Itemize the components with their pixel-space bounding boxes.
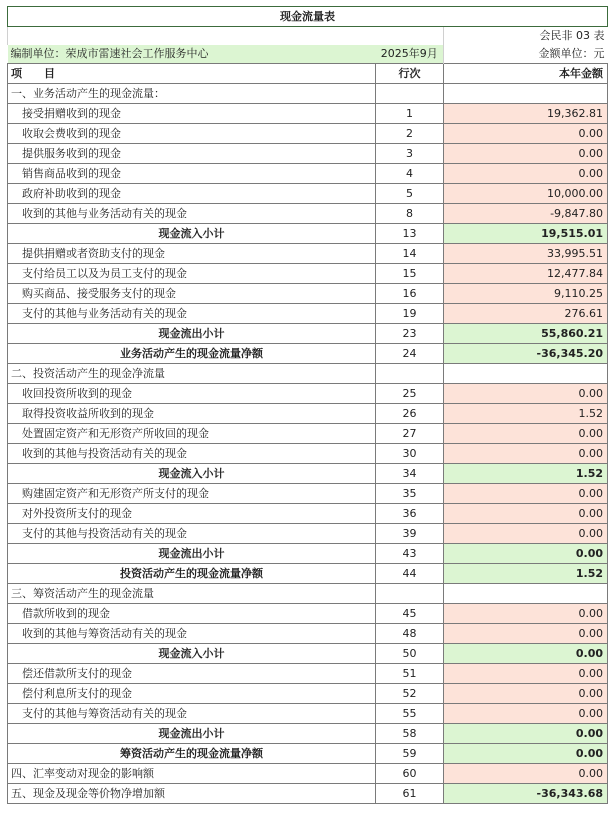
row-amount: 0.00 — [444, 744, 608, 764]
row-name: 处置固定资产和无形资产所收回的现金 — [8, 424, 376, 444]
row-line-no: 16 — [376, 284, 444, 304]
row-amount: 0.00 — [444, 544, 608, 564]
row-amount: 0.00 — [444, 764, 608, 784]
table-row — [8, 764, 608, 784]
row-amount: 0.00 — [444, 684, 608, 704]
row-name: 现金流出小计 — [8, 724, 376, 744]
table-row — [8, 424, 608, 444]
row-line-no: 27 — [376, 424, 444, 444]
row-name: 支付的其他与筹资活动有关的现金 — [8, 704, 376, 724]
form-code-row — [8, 27, 608, 46]
row-line-no: 44 — [376, 564, 444, 584]
row-amount — [444, 364, 608, 384]
table-row — [8, 404, 608, 424]
table-row — [8, 524, 608, 544]
table-row — [8, 284, 608, 304]
row-line-no: 45 — [376, 604, 444, 624]
row-amount: 0.00 — [444, 444, 608, 464]
row-name: 支付的其他与投资活动有关的现金 — [8, 524, 376, 544]
table-row — [8, 664, 608, 684]
table-row — [8, 784, 608, 804]
row-name: 购建固定资产和无形资产所支付的现金 — [8, 484, 376, 504]
row-amount: 0.00 — [444, 624, 608, 644]
row-name: 取得投资收益所收到的现金 — [8, 404, 376, 424]
row-amount: -36,343.68 — [444, 784, 608, 804]
row-amount: 12,477.84 — [444, 264, 608, 284]
header-amount: 本年金额 — [444, 64, 608, 84]
row-line-no: 60 — [376, 764, 444, 784]
row-name: 收到的其他与投资活动有关的现金 — [8, 444, 376, 464]
row-name: 投资活动产生的现金流量净额 — [8, 564, 376, 584]
row-name: 支付的其他与业务活动有关的现金 — [8, 304, 376, 324]
table-row — [8, 364, 608, 384]
row-amount: 0.00 — [444, 504, 608, 524]
row-line-no: 15 — [376, 264, 444, 284]
table-row — [8, 444, 608, 464]
row-line-no — [376, 84, 444, 104]
table-row — [8, 344, 608, 364]
table-row — [8, 124, 608, 144]
report-title: 现金流量表 — [8, 7, 608, 27]
row-name: 业务活动产生的现金流量净额 — [8, 344, 376, 364]
table-row — [8, 304, 608, 324]
row-line-no: 24 — [376, 344, 444, 364]
row-amount: 0.00 — [444, 124, 608, 144]
table-row — [8, 104, 608, 124]
row-amount — [444, 84, 608, 104]
row-amount: -36,345.20 — [444, 344, 608, 364]
row-amount: 0.00 — [444, 664, 608, 684]
row-name: 收到的其他与筹资活动有关的现金 — [8, 624, 376, 644]
row-name: 偿还借款所支付的现金 — [8, 664, 376, 684]
unit-row — [8, 45, 608, 64]
row-amount: 0.00 — [444, 644, 608, 664]
row-line-no: 52 — [376, 684, 444, 704]
row-amount: 0.00 — [444, 164, 608, 184]
form-code: 会民非 03 表 — [444, 27, 608, 46]
unit-label: 编制单位：荣成市雷速社会工作服务中心 — [8, 45, 376, 64]
row-line-no: 2 — [376, 124, 444, 144]
row-amount: 19,362.81 — [444, 104, 608, 124]
row-name: 提供捐赠或者资助支付的现金 — [8, 244, 376, 264]
row-name: 购买商品、接受服务支付的现金 — [8, 284, 376, 304]
row-name: 收回投资所收到的现金 — [8, 384, 376, 404]
row-name: 支付给员工以及为员工支付的现金 — [8, 264, 376, 284]
table-row — [8, 724, 608, 744]
row-name: 筹资活动产生的现金流量净额 — [8, 744, 376, 764]
row-amount: 0.00 — [444, 424, 608, 444]
row-line-no: 1 — [376, 104, 444, 124]
row-amount: 19,515.01 — [444, 224, 608, 244]
table-row — [8, 584, 608, 604]
row-line-no: 4 — [376, 164, 444, 184]
row-name: 现金流出小计 — [8, 544, 376, 564]
row-name: 销售商品收到的现金 — [8, 164, 376, 184]
table-row — [8, 84, 608, 104]
row-name: 四、汇率变动对现金的影响额 — [8, 764, 376, 784]
row-amount: 0.00 — [444, 144, 608, 164]
row-name: 借款所收到的现金 — [8, 604, 376, 624]
row-amount: 1.52 — [444, 404, 608, 424]
row-name: 收取会费收到的现金 — [8, 124, 376, 144]
row-name: 现金流入小计 — [8, 224, 376, 244]
row-amount: 55,860.21 — [444, 324, 608, 344]
row-amount: 0.00 — [444, 604, 608, 624]
table-row — [8, 504, 608, 524]
table-row — [8, 184, 608, 204]
row-name: 对外投资所支付的现金 — [8, 504, 376, 524]
table-row — [8, 224, 608, 244]
row-name: 三、筹资活动产生的现金流量 — [8, 584, 376, 604]
row-line-no: 5 — [376, 184, 444, 204]
table-row — [8, 164, 608, 184]
table-row — [8, 464, 608, 484]
row-amount: 10,000.00 — [444, 184, 608, 204]
row-amount: 0.00 — [444, 484, 608, 504]
row-line-no: 30 — [376, 444, 444, 464]
row-name: 接受捐赠收到的现金 — [8, 104, 376, 124]
cash-flow-table — [7, 6, 608, 804]
currency-label: 金额单位：元 — [444, 45, 608, 64]
row-line-no: 55 — [376, 704, 444, 724]
row-line-no: 3 — [376, 144, 444, 164]
table-row — [8, 244, 608, 264]
row-line-no: 39 — [376, 524, 444, 544]
row-line-no: 23 — [376, 324, 444, 344]
table-row — [8, 684, 608, 704]
row-line-no: 14 — [376, 244, 444, 264]
row-line-no: 8 — [376, 204, 444, 224]
row-line-no: 19 — [376, 304, 444, 324]
row-name: 一、业务活动产生的现金流量： — [8, 84, 376, 104]
table-row — [8, 324, 608, 344]
row-amount — [444, 584, 608, 604]
row-line-no: 26 — [376, 404, 444, 424]
row-name: 现金流入小计 — [8, 644, 376, 664]
row-name: 二、投资活动产生的现金净流量 — [8, 364, 376, 384]
row-line-no: 36 — [376, 504, 444, 524]
row-amount: -9,847.80 — [444, 204, 608, 224]
row-name: 现金流入小计 — [8, 464, 376, 484]
row-line-no — [376, 364, 444, 384]
table-row — [8, 744, 608, 764]
row-amount: 0.00 — [444, 384, 608, 404]
row-name: 现金流出小计 — [8, 324, 376, 344]
row-line-no: 43 — [376, 544, 444, 564]
table-row — [8, 144, 608, 164]
row-line-no: 51 — [376, 664, 444, 684]
cash-flow-sheet — [7, 6, 607, 804]
row-name: 收到的其他与业务活动有关的现金 — [8, 204, 376, 224]
row-line-no: 59 — [376, 744, 444, 764]
table-row — [8, 644, 608, 664]
header-row — [8, 64, 608, 84]
row-line-no: 61 — [376, 784, 444, 804]
header-line-no: 行次 — [376, 64, 444, 84]
row-line-no: 58 — [376, 724, 444, 744]
row-line-no: 35 — [376, 484, 444, 504]
row-line-no: 34 — [376, 464, 444, 484]
row-line-no: 13 — [376, 224, 444, 244]
table-row — [8, 204, 608, 224]
row-name: 偿付利息所支付的现金 — [8, 684, 376, 704]
row-amount: 1.52 — [444, 564, 608, 584]
row-amount: 0.00 — [444, 704, 608, 724]
row-line-no — [376, 584, 444, 604]
table-row — [8, 704, 608, 724]
row-name: 提供服务收到的现金 — [8, 144, 376, 164]
row-name: 五、现金及现金等价物净增加额 — [8, 784, 376, 804]
table-row — [8, 544, 608, 564]
table-row — [8, 564, 608, 584]
table-row — [8, 264, 608, 284]
table-row — [8, 384, 608, 404]
title-row — [8, 7, 608, 27]
row-line-no: 48 — [376, 624, 444, 644]
row-line-no: 25 — [376, 384, 444, 404]
row-line-no: 50 — [376, 644, 444, 664]
table-row — [8, 484, 608, 504]
header-item: 项 目 — [8, 64, 376, 84]
row-amount: 0.00 — [444, 524, 608, 544]
row-amount: 1.52 — [444, 464, 608, 484]
period-label: 2025年9月 — [376, 45, 444, 64]
table-row — [8, 624, 608, 644]
row-amount: 276.61 — [444, 304, 608, 324]
row-amount: 33,995.51 — [444, 244, 608, 264]
row-name: 政府补助收到的现金 — [8, 184, 376, 204]
table-row — [8, 604, 608, 624]
row-amount: 0.00 — [444, 724, 608, 744]
row-amount: 9,110.25 — [444, 284, 608, 304]
